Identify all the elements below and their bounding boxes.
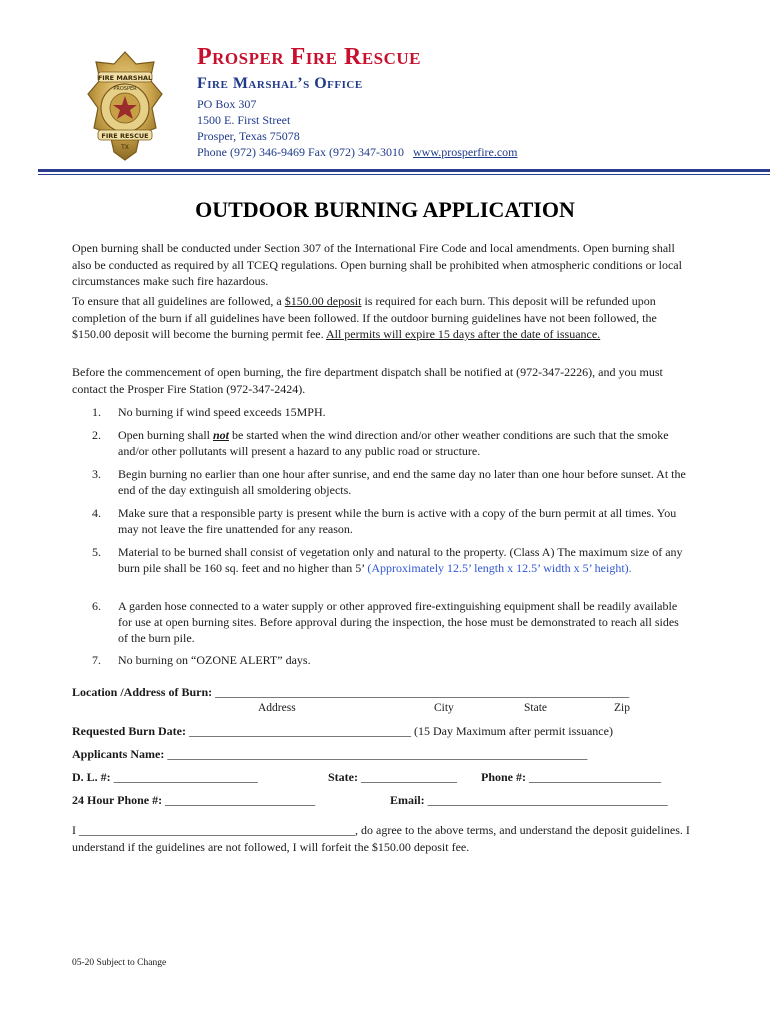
dl-field[interactable] (72, 769, 258, 785)
rule-text: Begin burning no earlier than one hour after sunrise, and end the same day no later than one hour before sunset. At the end of the day extinguish all smoldering objects. (118, 467, 686, 497)
rule-text: No burning if wind speed exceeds 15MPH. (118, 405, 326, 419)
rule-number: 5. (92, 545, 101, 559)
intro-paragraph-1: Open burning shall be conducted under Section 307 of the International Fire Code and local amendments. Open burning shall also be conducted as required by all TCEQ regulations. Open burning shall be prohibited when atmospheric conditions or local circumstances make such fire hazardous. (72, 241, 682, 288)
header-divider-thick (38, 169, 770, 172)
pile-dimensions-note: (Approximately 12.5’ length x 12.5’ width x 5’ height). (367, 561, 632, 575)
contact-line (197, 144, 518, 160)
rule-number: 1. (92, 405, 101, 419)
website-link[interactable]: www.prosperfire.com (412, 145, 518, 159)
rule-text: No burning on “OZONE ALERT” days. (118, 653, 311, 667)
applicant-label: Applicants Name: (72, 747, 165, 761)
sub-label-zip: Zip (614, 702, 630, 714)
badge-text-top: FIRE MARSHAL (97, 74, 153, 82)
street-address: 1500 E. First Street (197, 113, 291, 127)
sub-label-address: Address (258, 702, 296, 714)
location-field[interactable] (72, 684, 629, 700)
rule-number: 4. (92, 506, 101, 520)
agreement-name-line[interactable]: ______________________________________________ (79, 823, 355, 837)
city-state-zip: Prosper, Texas 75078 (197, 129, 300, 143)
burn-date-input-line[interactable]: _____________________________________ (189, 724, 411, 738)
office-name: Fire Marshal’s Office (197, 75, 363, 92)
phone24-input-line[interactable]: _________________________ (165, 793, 316, 807)
phone24-label: 24 Hour Phone #: (72, 793, 163, 807)
rule-number: 7. (92, 653, 101, 667)
dl-label: D. L. #: (72, 770, 111, 784)
state-field[interactable] (328, 769, 457, 785)
email-label: Email: (390, 793, 425, 807)
rule-text: A garden hose connected to a water supply or other approved fire-extinguishing equipment shall be readily available for use at open burning sites. Before approval during the inspection, the hose must be demonstrated to reach all sides of the burn pile. (118, 599, 679, 645)
org-name: Prosper Fire Rescue (197, 44, 422, 70)
sub-label-state: State (524, 702, 547, 714)
dl-input-line[interactable]: ________________________ (113, 770, 258, 784)
phone-fax: Phone (972) 346-9469 Fax (972) 347-3010 (197, 145, 404, 159)
intro-paragraph-3: Before the commencement of open burning, the fire department dispatch shall be notified at (972-347-2226), and you must contact the Prosper Fire Station (972-347-2424). (72, 365, 663, 396)
document-title: OUTDOOR BURNING APPLICATION (195, 197, 575, 222)
phone24-field[interactable] (72, 792, 315, 808)
applicant-field[interactable] (72, 746, 587, 762)
location-input-line[interactable]: _____________________________________________________________________ (215, 685, 630, 699)
intro-paragraph-2: To ensure that all guidelines are followed, a $150.00 deposit is required for each burn. This deposit will be refunded upon completion of the burn if all guidelines have been followed. If the outdoor burning guidelines have not been followed, the $150.00 deposit will become the burning permit fee. All permits will expire 15 days after the date of issuance. (72, 294, 657, 341)
rule-text: Make sure that a responsible party is present while the burn is active with a copy of the burn permit at all times. You may not leave the fire unattended for any reason. (118, 506, 677, 536)
badge-text-state: TX (121, 144, 129, 151)
deposit-amount: $150.00 deposit (284, 294, 362, 308)
badge-text-mid: PROSPER (113, 86, 137, 92)
location-label: Location /Address of Burn: (72, 685, 213, 699)
rule-number: 2. (92, 428, 101, 442)
state-label: State: (328, 770, 358, 784)
email-field[interactable] (390, 792, 668, 808)
email-input-line[interactable]: ________________________________________ (427, 793, 668, 807)
phone-label: Phone #: (481, 770, 526, 784)
agreement-statement: I ______________________________________________, do agree to the above terms, and understand the deposit guidelines. I understand if the guidelines are not followed, I will forfeit the $150.00 deposit fee. (72, 823, 690, 854)
rule-number: 6. (92, 599, 101, 613)
applicant-input-line[interactable]: ______________________________________________________________________ (167, 747, 588, 761)
emphasis-not: not (213, 428, 230, 442)
expiry-notice: All permits will expire 15 days after the date of issuance. (325, 327, 601, 341)
burn-date-label: Requested Burn Date: (72, 724, 186, 738)
po-box: PO Box 307 (197, 97, 257, 111)
rule-number: 3. (92, 467, 101, 481)
header-divider-thin (38, 174, 770, 175)
rule-text: Open burning shall not be started when the wind direction and/or other weather conditions are such that the smoke and/or other pollutants will present a hazard to any public road or structure. (118, 428, 669, 458)
rule-text: Material to be burned shall consist of vegetation only and natural to the property. (Class A) The maximum size of any burn pile shall be 160 sq. feet and no higher than 5’ (Approximately 12.5’ length x 12.5’ width x 5’ height). (118, 545, 683, 575)
footer-note: 05-20 Subject to Change (72, 958, 167, 968)
badge-text-bottom: FIRE RESCUE (101, 132, 149, 140)
state-input-line[interactable]: ________________ (361, 770, 457, 784)
burn-date-field[interactable] (72, 723, 613, 739)
phone-field[interactable] (481, 769, 661, 785)
phone-input-line[interactable]: ______________________ (529, 770, 661, 784)
sub-label-city: City (434, 702, 454, 714)
burn-date-note: (15 Day Maximum after permit issuance) (414, 724, 613, 738)
fire-department-badge-logo (84, 50, 166, 162)
